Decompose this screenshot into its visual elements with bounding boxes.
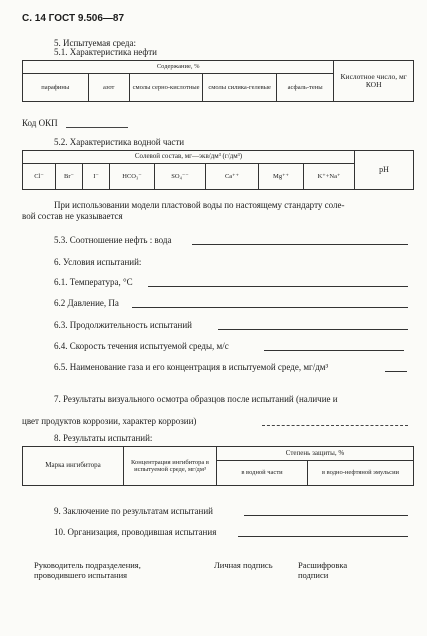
item-6-5-line [385,371,407,372]
ion-mg-header: Mg⁺⁺ [259,164,304,190]
ion-ca-header: Ca⁺⁺ [206,164,259,190]
note-line-1: При использовании модели пластовой воды по настоящему стандарту соле- [54,200,345,210]
item-6-3-line [218,329,408,330]
signature-personal: Личная подпись [214,560,273,570]
inhibitor-concentration-header: Концентрация ингибитора в испытуемой среде, мг/дм³ [124,447,217,486]
item-6: 6. Условия испытаний: [54,257,142,267]
item-8: 8. Результаты испытаний: [54,433,153,443]
item-6-1: 6.1. Температура, °С [54,277,133,287]
item-7-line-1: 7. Результаты визуального осмотра образцов после испытаний (наличие и [54,394,338,404]
item-9-line [244,515,408,516]
water-part-header: в водной части [217,461,308,486]
item-6-3: 6.3. Продолжительность испытаний [54,320,192,330]
item-5-3-line [192,244,408,245]
item-6-5: 6.5. Наименование газа и его концентрация в испытуемой среде, мг/дм³ [54,362,329,372]
item-5-3: 5.3. Соотношение нефть : вода [54,235,172,245]
item-10-line [238,536,408,537]
section-5-title: 5. Испытуемая среда: [54,38,137,48]
ion-cl-header: Cl⁻ [23,164,56,190]
acid-number-header: Кислотное число, мг КОН [334,61,414,102]
asphaltenes-header: асфаль-тены [276,74,333,102]
section-5-2-title: 5.2. Характеристика водной части [54,137,185,147]
paraffins-header: парафины [23,74,89,102]
sulfuric-resins-header: смолы серно-кислотные [129,74,203,102]
results-table [22,446,414,486]
salt-composition-header: Солевой состав, мг—экв/дм³ (г/дм³) [23,151,355,164]
signature-decode: Расшифровка подписи [298,560,348,580]
ion-hco3-header: HCO₃⁻ [110,164,155,190]
item-6-4: 6.4. Скорость течения испытуемой среды, м/с [54,341,229,351]
item-6-2: 6.2 Давление, Па [54,298,119,308]
section-5-1-title: 5.1. Характеристика нефти [54,47,157,57]
item-7-line [262,425,408,426]
item-7-line-2: цвет продуктов коррозии, характер коррозии) [22,416,197,426]
oil-content-header: Содержание, % [23,61,334,74]
ion-i-header: I⁻ [83,164,110,190]
item-6-1-line [148,286,408,287]
ion-br-header: Br⁻ [56,164,83,190]
water-oil-emulsion-header: в водно-нефтяной эмульсии [308,461,414,486]
item-10: 10. Организация, проводившая испытания [54,527,217,537]
oil-characteristics-table [22,60,414,102]
inhibitor-brand-header: Марка ингибитора [23,447,124,486]
note-line-2: вой состав не указывается [22,211,123,221]
okp-field-line [66,127,128,128]
item-6-4-line [264,350,404,351]
protection-degree-header: Степень защиты, % [217,447,414,461]
ion-k-na-header: K⁺+Na⁺ [304,164,355,190]
page-header: С. 14 ГОСТ 9.506—87 [22,13,125,24]
item-9: 9. Заключение по результатам испытаний [54,506,213,516]
signature-head: Руководитель подразделения, проводившего испытания [34,560,141,580]
okp-label: Код ОКП [22,118,58,128]
water-composition-table [22,150,414,190]
ion-so4-header: SO₄⁻⁻ [155,164,206,190]
item-6-2-line [132,307,408,308]
silica-gel-resins-header: смолы силика-гелевые [203,74,277,102]
nitrogen-header: азот [88,74,129,102]
ph-header: pH [355,151,414,190]
